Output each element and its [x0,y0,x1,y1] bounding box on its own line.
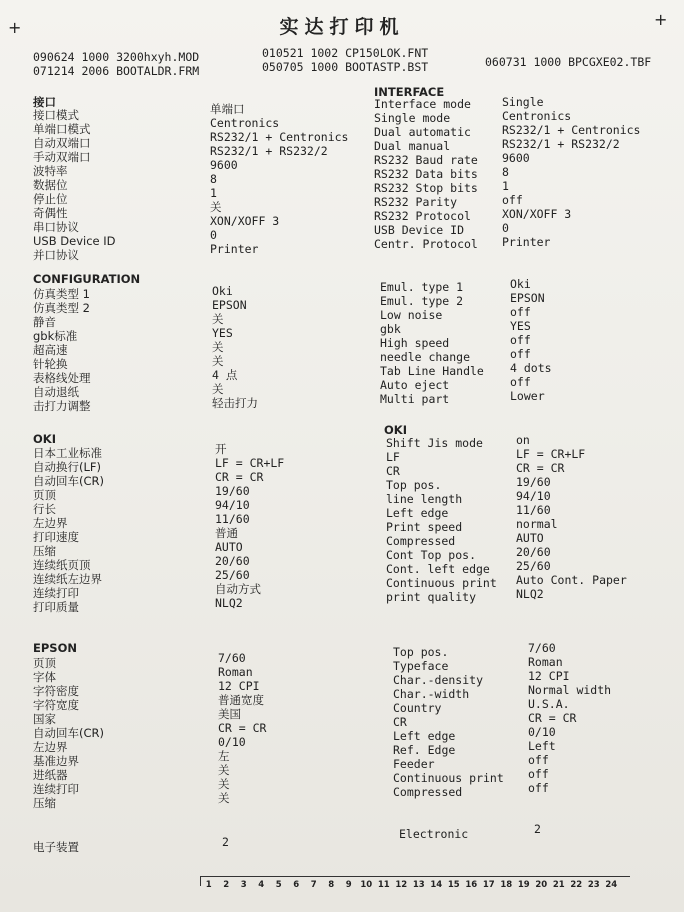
setting-value: 0 [502,221,509,235]
setting-label: 左边界 [33,740,68,754]
setting-value: off [528,781,549,795]
setting-value: 94/10 [516,489,551,503]
setting-value: 8 [502,165,509,179]
setting-label: 连续纸页顶 [33,558,91,572]
setting-value: 7/60 [218,651,246,665]
setting-value: RS232/1 + RS232/2 [210,144,328,158]
setting-label: needle change [380,350,471,364]
setting-label: Country [393,701,442,715]
setting-label: 字符密度 [33,684,79,698]
setting-value: XON/XOFF 3 [210,214,280,228]
setting-value: 0 [210,228,217,242]
configuration-zh-labels [33,287,91,413]
setting-value: 美国 [218,707,241,721]
electronic-label-zh: 电子装置 [33,840,79,854]
setting-value: 普通 [215,526,238,540]
setting-label: 针轮换 [33,357,68,371]
setting-value: 20/60 [516,545,551,559]
section-header-oki-en: OKI [384,423,407,437]
setting-value: 普通宽度 [218,693,264,707]
setting-value: on [516,433,530,447]
setting-value: CR = CR [215,470,264,484]
setting-value: 关 [212,312,224,326]
setting-value: XON/XOFF 3 [502,207,572,221]
setting-label: Dual automatic [374,125,471,139]
oki-zh-labels [33,446,104,614]
setting-value: Roman [218,665,253,679]
ruler-number: 14 [430,880,443,890]
setting-value: 1 [502,179,509,193]
setting-label: Shift Jis mode [386,436,483,450]
setting-value: 关 [212,340,224,354]
epson-zh-labels [33,656,104,810]
setting-value: CR = CR [516,461,565,475]
setting-label: 仿真类型 1 [33,287,90,301]
section-header-epson: EPSON [33,641,77,655]
setting-value: RS232/1 + RS232/2 [502,137,620,151]
configuration-en-labels [380,280,484,406]
setting-label: Compressed [393,785,463,799]
setting-label: Top pos. [386,478,442,492]
setting-label: 超高速 [33,343,68,357]
setting-label: 自动退纸 [33,385,79,399]
file-entry: 050705 1000 BOOTASTP.BST [262,60,429,74]
setting-value: CR = CR [218,721,267,735]
setting-label: 停止位 [33,192,68,206]
ruler-number: 6 [293,880,300,890]
setting-value: 关 [218,763,230,777]
setting-label: 页顶 [33,656,56,670]
ruler-number: 8 [328,880,335,890]
setting-label: USB Device ID [374,223,465,237]
setting-value: 开 [215,442,227,456]
setting-value: 8 [210,172,217,186]
setting-label: Centr. Protocol [374,237,478,251]
electronic-value-en: 2 [534,822,541,836]
ruler-number: 5 [275,880,282,890]
setting-label: line length [386,492,463,506]
setting-value: 11/60 [215,512,250,526]
file-entry: 060731 1000 BPCGXE02.TBF [485,55,652,69]
setting-label: 页顶 [33,488,56,502]
setting-label: 自动双端口 [33,136,91,150]
setting-label: 打印质量 [33,600,79,614]
setting-label: 行长 [33,502,56,516]
setting-label: 静音 [33,315,56,329]
setting-value: Centronics [502,109,572,123]
setting-label: Feeder [393,757,435,771]
setting-label: 串口协议 [33,220,79,234]
setting-value: CR = CR [528,711,577,725]
setting-label: Ref. Edge [393,743,456,757]
oki-en-labels [386,436,497,604]
setting-label: 数据位 [33,178,68,192]
setting-value: off [528,753,549,767]
setting-label: 压缩 [33,796,56,810]
setting-label: Char.-density [393,673,484,687]
setting-value: AUTO [516,531,544,545]
setting-label: 自动换行(LF) [33,460,101,474]
setting-label: 仿真类型 2 [33,301,90,315]
setting-label: Dual manual [374,139,451,153]
ruler-number: 4 [258,880,265,890]
setting-label: LF [386,450,400,464]
setting-label: Emul. type 2 [380,294,464,308]
setting-value: off [510,347,531,361]
interface-zh-values [210,102,348,256]
setting-label: gbk标准 [33,329,78,343]
setting-label: CR [393,715,407,729]
setting-label: 连续打印 [33,586,79,600]
setting-value: Normal width [528,683,612,697]
setting-label: RS232 Baud rate [374,153,478,167]
setting-value: RS232/1 + Centronics [210,130,349,144]
setting-label: Continuous print [386,576,497,590]
setting-label: USB Device ID [33,234,116,248]
setting-value: 9600 [502,151,530,165]
configuration-en-values [510,277,552,403]
setting-label: RS232 Data bits [374,167,478,181]
column-ruler [200,880,620,890]
setting-value: EPSON [212,298,247,312]
setting-value: 7/60 [528,641,556,655]
interface-en-values [502,95,640,249]
setting-label: 压缩 [33,544,56,558]
ruler-number: 11 [377,880,390,890]
setting-value: off [528,767,549,781]
ruler-number: 22 [570,880,583,890]
ruler-number: 1 [205,880,212,890]
setting-value: Centronics [210,116,280,130]
setting-label: 表格线处理 [33,371,91,385]
setting-label: Emul. type 1 [380,280,464,294]
ruler-number: 3 [240,880,247,890]
epson-en-values [528,641,611,795]
ruler-number: 20 [535,880,548,890]
ruler-number: 24 [605,880,618,890]
setting-label: 击打力调整 [33,399,91,413]
setting-value: Oki [212,284,233,298]
setting-label: Left edge [393,729,456,743]
setting-label: Single mode [374,111,451,125]
setting-label: 打印速度 [33,530,79,544]
setting-label: 手动双端口 [33,150,91,164]
setting-label: 左边界 [33,516,68,530]
setting-value: 0/10 [528,725,556,739]
epson-zh-values [218,651,266,805]
setting-label: 奇偶性 [33,206,68,220]
ruler-number: 16 [465,880,478,890]
ruler-number: 13 [412,880,425,890]
setting-value: Lower [510,389,545,403]
electronic-label-en: Electronic [399,827,469,841]
file-entry: 090624 1000 3200hxyh.MOD [33,50,200,64]
setting-label: High speed [380,336,450,350]
interface-zh-labels [33,108,116,262]
setting-label: 自动回车(CR) [33,726,104,740]
setting-label: 接口模式 [33,108,79,122]
setting-label: Cont. left edge [386,562,490,576]
setting-label: 日本工业标准 [33,446,102,460]
ruler-number: 10 [360,880,373,890]
setting-value: Oki [510,277,531,291]
setting-label: Interface mode [374,97,471,111]
setting-value: YES [212,326,233,340]
setting-value: 25/60 [516,559,551,573]
setting-value: NLQ2 [516,587,544,601]
setting-label: 进纸器 [33,768,68,782]
oki-zh-values [215,442,284,610]
setting-label: Print speed [386,520,463,534]
setting-label: 连续纸左边界 [33,572,102,586]
setting-value: 关 [210,200,222,214]
setting-value: 关 [218,777,230,791]
setting-label: Left edge [386,506,449,520]
setting-label: Char.-width [393,687,470,701]
setting-label: Typeface [393,659,449,673]
setting-label: RS232 Stop bits [374,181,478,195]
ruler-number: 9 [345,880,352,890]
setting-value: normal [516,517,558,531]
file-entry: 071214 2006 BOOTALDR.FRM [33,64,200,78]
setting-value: 4 点 [212,368,238,382]
ruler-number: 2 [223,880,230,890]
setting-value: Auto Cont. Paper [516,573,627,587]
ruler-number: 15 [447,880,460,890]
setting-value: 9600 [210,158,238,172]
setting-label: 字体 [33,670,56,684]
setting-value: LF = CR+LF [516,447,586,461]
setting-value: 关 [212,354,224,368]
setting-value: RS232/1 + Centronics [502,123,641,137]
setting-value: 12 CPI [528,669,570,683]
ruler-number: 19 [517,880,530,890]
setting-value: AUTO [215,540,243,554]
setting-value: NLQ2 [215,596,243,610]
setting-label: 基准边界 [33,754,79,768]
setting-value: 轻击打力 [212,396,258,410]
setting-value: off [510,333,531,347]
setting-value: Printer [502,235,551,249]
ruler-number: 7 [310,880,317,890]
setting-value: YES [510,319,531,333]
setting-value: Left [528,739,556,753]
section-header-interface-zh: 接口 [33,95,56,109]
setting-label: 连续打印 [33,782,79,796]
setting-value: U.S.A. [528,697,570,711]
setting-label: 单端口模式 [33,122,91,136]
ruler-number: 12 [395,880,408,890]
configuration-zh-values [212,284,258,410]
setting-value: off [502,193,523,207]
setting-label: Multi part [380,392,450,406]
setting-label: Compressed [386,534,456,548]
setting-value: Roman [528,655,563,669]
crosshair-mark-right: + [654,10,668,29]
setting-value: Single [502,95,544,109]
setting-value: 左 [218,749,230,763]
electronic-value-zh: 2 [222,835,229,849]
page-title: 实达打印机 [279,16,405,38]
setting-value: 关 [218,791,230,805]
setting-value: 19/60 [215,484,250,498]
setting-value: 自动方式 [215,582,261,596]
setting-label: RS232 Parity [374,195,458,209]
setting-label: gbk [380,322,401,336]
setting-label: 波特率 [33,164,68,178]
setting-label: Tab Line Handle [380,364,484,378]
setting-value: 0/10 [218,735,246,749]
setting-label: 自动回车(CR) [33,474,104,488]
setting-value: Printer [210,242,259,256]
column-ruler-line [200,876,630,877]
oki-en-values [516,433,627,601]
setting-value: 12 CPI [218,679,260,693]
setting-label: Auto eject [380,378,450,392]
file-entry: 010521 1002 CP150LOK.FNT [262,46,429,60]
setting-label: Cont Top pos. [386,548,477,562]
setting-label: RS232 Protocol [374,209,471,223]
section-header-oki-zh: OKI [33,432,56,446]
setting-value: off [510,375,531,389]
setting-value: EPSON [510,291,545,305]
crosshair-mark-left: + [8,18,22,37]
section-header-configuration: CONFIGURATION [33,272,141,286]
setting-value: 94/10 [215,498,250,512]
section-header-interface-en: INTERFACE [374,85,445,99]
setting-value: off [510,305,531,319]
setting-value: 单端口 [210,102,245,116]
setting-label: print quality [386,590,477,604]
setting-value: LF = CR+LF [215,456,285,470]
ruler-number: 17 [482,880,495,890]
epson-en-labels [393,645,504,799]
ruler-number: 23 [587,880,600,890]
setting-value: 11/60 [516,503,551,517]
setting-label: Continuous print [393,771,504,785]
setting-value: 20/60 [215,554,250,568]
setting-label: Top pos. [393,645,449,659]
setting-value: 19/60 [516,475,551,489]
setting-value: 4 dots [510,361,552,375]
setting-value: 25/60 [215,568,250,582]
ruler-number: 21 [552,880,565,890]
setting-label: 国家 [33,712,56,726]
setting-label: Low noise [380,308,443,322]
setting-value: 关 [212,382,224,396]
setting-label: CR [386,464,400,478]
interface-en-labels [374,97,478,251]
setting-label: 并口协议 [33,248,79,262]
ruler-number: 18 [500,880,513,890]
setting-value: 1 [210,186,217,200]
setting-label: 字符宽度 [33,698,79,712]
